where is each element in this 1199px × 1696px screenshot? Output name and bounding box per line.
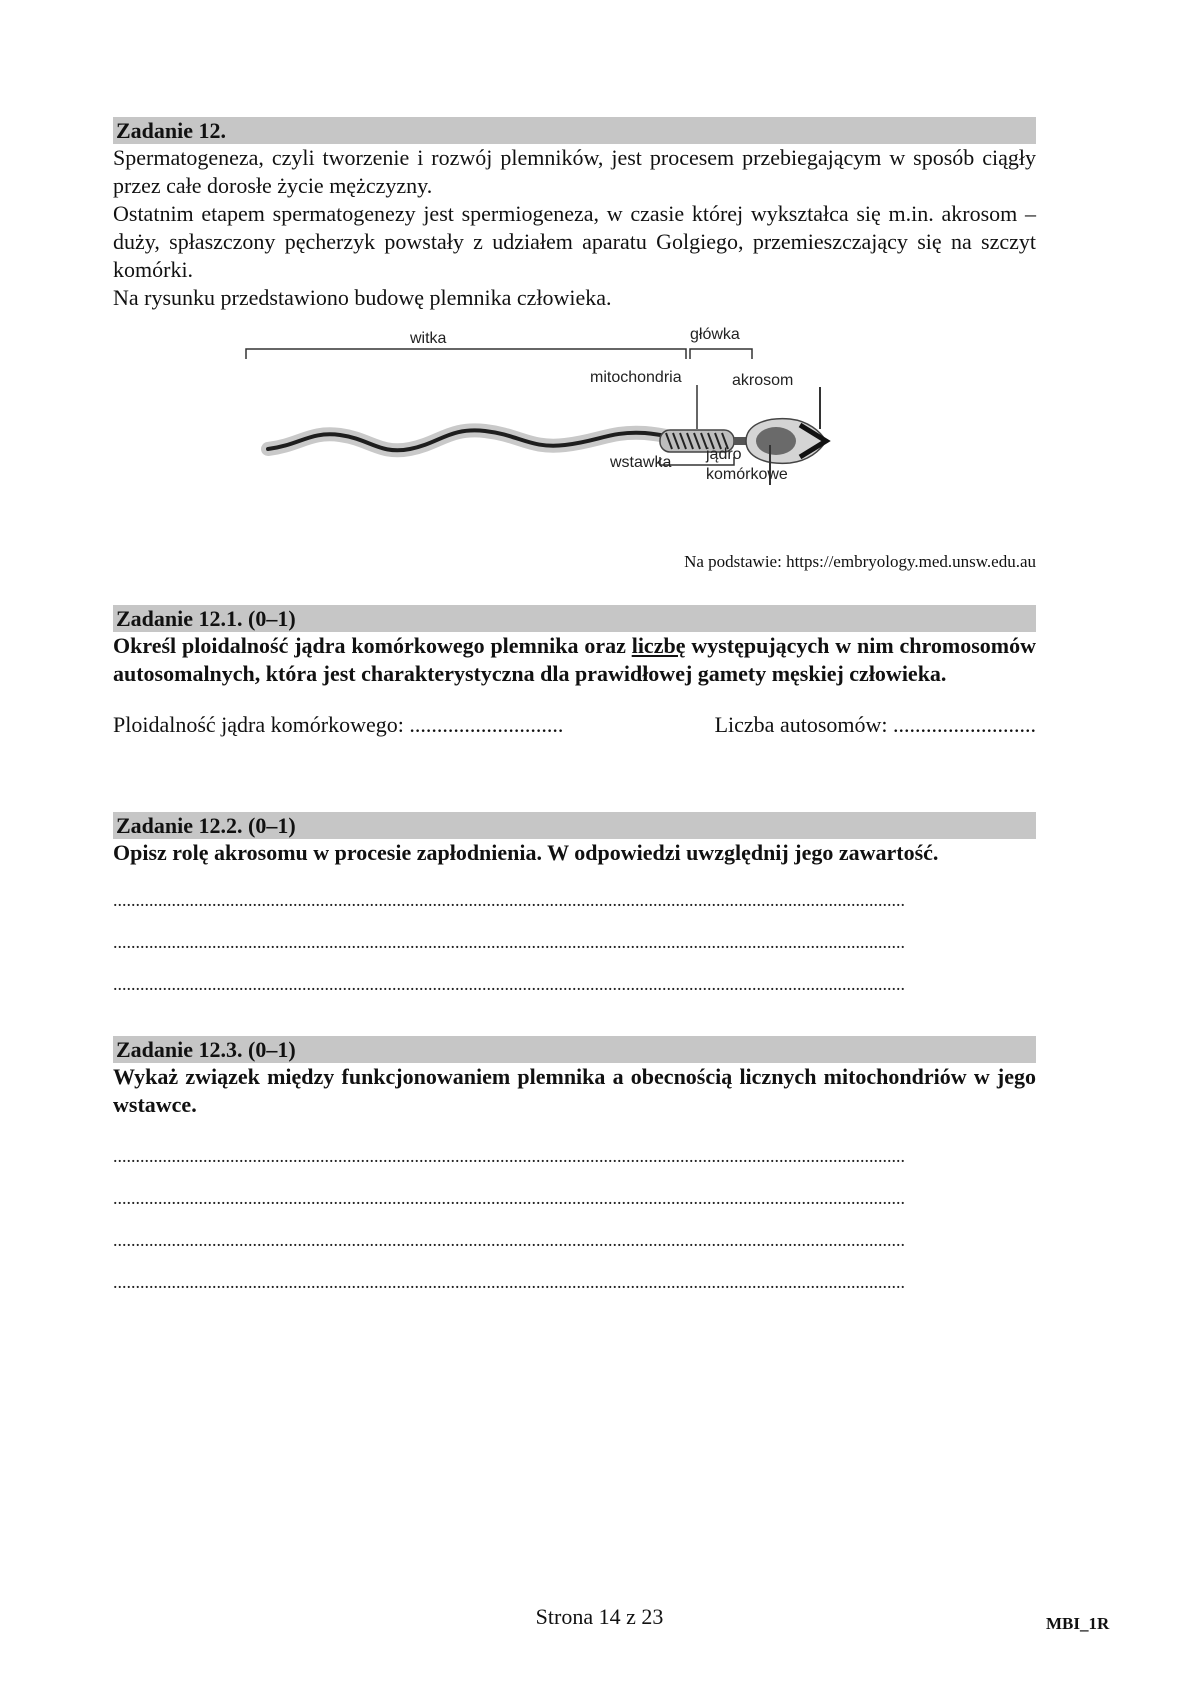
answer-line[interactable]: ................................................................................................................................................................................	[113, 890, 905, 910]
sperm-nucleus	[756, 427, 796, 455]
exam-code: MBI_1R	[1046, 1614, 1110, 1633]
answer-line[interactable]: ................................................................................................................................................................................	[113, 1146, 905, 1166]
task-12-1-prompt-underlined: liczbę	[631, 633, 686, 658]
label-mitochondria: mitochondria	[590, 369, 682, 386]
ploidy-answer-field[interactable]: Ploidalność jądra komórkowego: ............................	[113, 712, 564, 737]
answer-line[interactable]: ................................................................................................................................................................................	[113, 1188, 905, 1208]
task-12-1-prompt-end: występujących w nim chromosomów autosomalnych, która jest charakterystyczna dla prawidłowej gamety męskiej człowieka.	[113, 633, 1036, 686]
task-12-3-header: Zadanie 12.3. (0–1)	[113, 1036, 1036, 1063]
task-12-2-header: Zadanie 12.2. (0–1)	[113, 812, 1036, 839]
task-12-1-answers	[113, 712, 1036, 738]
task-12-paragraph-3: Na rysunku przedstawiono budowę plemnika człowieka.	[113, 285, 612, 310]
task-12-1-prompt	[113, 632, 1036, 688]
glowka-bracket	[690, 349, 752, 359]
task-12-1-header: Zadanie 12.1. (0–1)	[113, 605, 1036, 632]
page-number: Strona 14 z 23	[535, 1604, 664, 1629]
task-12-paragraph-2: Ostatnim etapem spermatogenezy jest spermiogeneza, w czasie której wykształca się m.in. akrosom – duży, spłaszczony pęcherzyk powstały z udziałem aparatu Golgiego, przemieszczający się na szczyt komórki.	[113, 201, 1036, 282]
task-12-3	[113, 1036, 1036, 1291]
task-12-2	[113, 812, 1036, 993]
label-akrosom: akrosom	[732, 372, 794, 389]
label-jadro-line1: jądro	[706, 446, 742, 463]
sperm-diagram	[260, 326, 880, 525]
task-12-paragraph-1: Spermatogeneza, czyli tworzenie i rozwój plemników, jest procesem przebiegającym w sposób ciągły przez całe dorosłe życie mężczyzny.	[113, 145, 1036, 198]
task-12	[113, 117, 1036, 312]
label-wstawka: wstawka	[610, 454, 672, 471]
autosomes-answer-field[interactable]: Liczba autosomów: ..........................	[714, 712, 1036, 737]
task-12-2-prompt: Opisz rolę akrosomu w procesie zapłodnienia. W odpowiedzi uwzględnij jego zawartość.	[113, 840, 939, 865]
label-witka: witka	[410, 330, 447, 347]
task-12-1	[113, 605, 1036, 738]
label-glowka: główka	[690, 326, 740, 343]
answer-line[interactable]: ................................................................................................................................................................................	[113, 1230, 905, 1250]
answer-line[interactable]: ................................................................................................................................................................................	[113, 1272, 905, 1292]
answer-line[interactable]: ................................................................................................................................................................................	[113, 974, 905, 994]
sperm-neck	[734, 437, 746, 445]
task-12-1-prompt-start: Określ ploidalność jądra komórkowego plemnika oraz	[113, 633, 632, 658]
task-12-header: Zadanie 12.	[113, 117, 1036, 144]
task-12-3-prompt: Wykaż związek między funkcjonowaniem plemnika a obecnością licznych mitochondriów w jego wstawce.	[113, 1064, 1036, 1117]
answer-line[interactable]: ................................................................................................................................................................................	[113, 932, 905, 952]
figure-source: Na podstawie: https://embryology.med.unsw.edu.au	[684, 552, 1036, 571]
witka-bracket	[246, 349, 686, 359]
label-jadro-line2: komórkowe	[706, 466, 788, 483]
